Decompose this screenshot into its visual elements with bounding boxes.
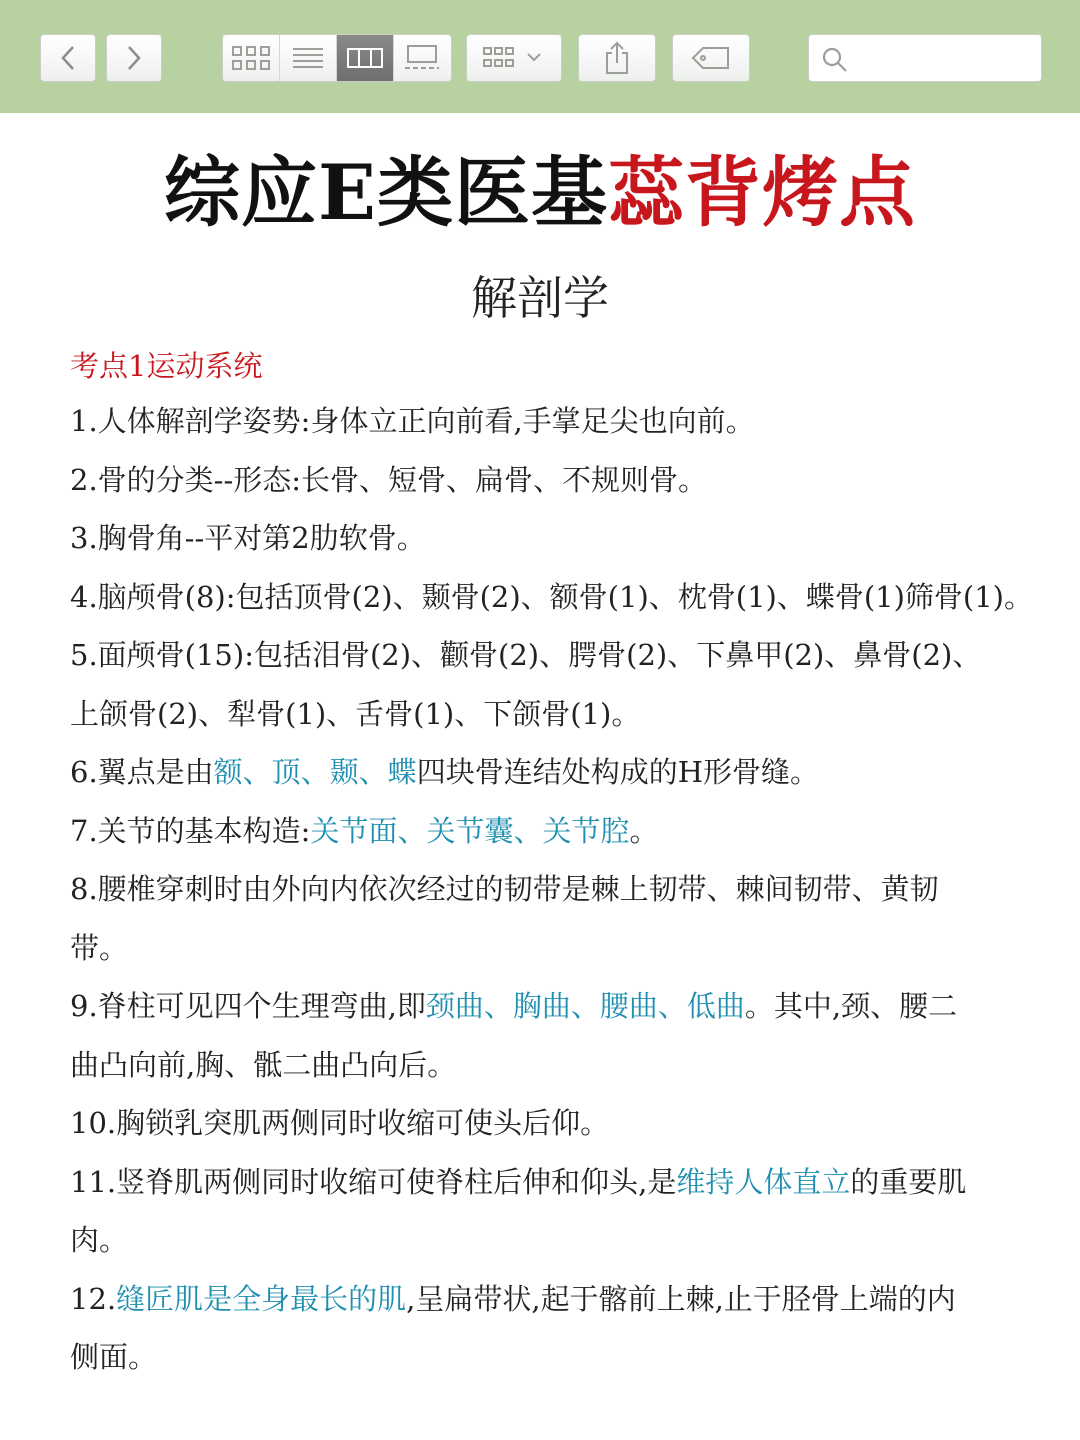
page-title <box>0 132 1080 241</box>
list-view-icon <box>291 45 325 71</box>
tag-button[interactable] <box>672 34 750 82</box>
text: 四块骨连结处构成的H形骨缝。 <box>416 755 819 789</box>
text: 6.翼点是由 <box>70 755 214 789</box>
list-item-cont: 曲凸向前,胸、骶二曲凸向后。 <box>70 1047 457 1082</box>
list-item: 10.胸锁乳突肌两侧同时收缩可使头后仰。 <box>70 1106 610 1140</box>
text: 9.脊柱可见四个生理弯曲,即 <box>70 989 426 1023</box>
section-heading: 考点1运动系统 <box>70 349 263 383</box>
chevron-right-icon <box>124 44 144 72</box>
list-item-cont: 肉。 <box>70 1223 129 1257</box>
list-item <box>70 743 1030 802</box>
icon-view-icon <box>231 45 271 71</box>
search-icon <box>821 46 849 74</box>
icon-view-button[interactable] <box>223 35 280 81</box>
highlight: 颈曲、胸曲、腰曲、低曲 <box>425 989 745 1023</box>
list-item <box>70 977 1030 1036</box>
title-black: 综应E类医基 <box>164 148 608 237</box>
gallery-view-button[interactable] <box>394 35 451 81</box>
tag-icon <box>691 45 731 71</box>
highlight: 缝匠肌是全身最长的肌 <box>116 1281 407 1316</box>
column-view-button[interactable] <box>337 35 394 81</box>
text: ,呈扁带状,起于髂前上棘,止于胫骨上端的内 <box>406 1281 956 1316</box>
list-item: 8.腰椎穿刺时由外向内依次经过的韧带是棘上韧带、棘间韧带、黄韧 <box>70 872 939 906</box>
text: 的重要肌 <box>850 1164 967 1199</box>
list-item-cont: 带。 <box>70 930 129 965</box>
chevron-left-icon <box>58 44 78 72</box>
list-item <box>70 1153 1030 1212</box>
view-mode-group <box>222 34 452 82</box>
toolbar <box>0 0 1080 113</box>
column-view-icon <box>346 46 384 70</box>
list-item-cont: 上颌骨(2)、犁骨(1)、舌骨(1)、下颌骨(1)。 <box>70 696 641 731</box>
list-view-button[interactable] <box>280 35 337 81</box>
group-by-icon <box>482 45 546 71</box>
list-item: 3.胸骨角--平对第2肋软骨。 <box>70 521 426 555</box>
share-button[interactable] <box>578 34 656 82</box>
gallery-view-icon <box>403 44 441 72</box>
list-item-cont: 侧面。 <box>70 1340 158 1374</box>
list-item: 4.脑颅骨(8):包括顶骨(2)、颞骨(2)、额骨(1)、枕骨(1)、蝶骨(1)筛骨(1)。 <box>70 579 1033 614</box>
share-icon <box>603 41 631 75</box>
highlight: 关节面、关节囊、关节腔 <box>310 813 630 848</box>
list-item: 1.人体解剖学姿势:身体立正向前看,手掌足尖也向前。 <box>70 404 755 438</box>
back-button[interactable] <box>40 34 96 82</box>
content <box>70 340 1033 1387</box>
text: 12. <box>70 1281 117 1316</box>
text: 。其中,颈、腰二 <box>744 989 958 1023</box>
title-red: 蕊背烤点 <box>607 148 916 237</box>
search-input[interactable] <box>808 34 1042 82</box>
text: 11.竖脊肌两侧同时收缩可使脊柱后伸和仰头,是 <box>70 1164 677 1199</box>
forward-button[interactable] <box>106 34 162 82</box>
list-item: 2.骨的分类--形态:长骨、短骨、扁骨、不规则骨。 <box>70 462 708 497</box>
group-by-button[interactable] <box>466 34 562 82</box>
subtitle: 解剖学 <box>471 271 609 325</box>
list-item <box>70 802 1030 861</box>
list-item: 5.面颅骨(15):包括泪骨(2)、颧骨(2)、腭骨(2)、下鼻甲(2)、鼻骨(2)、 <box>70 638 982 672</box>
highlight: 额、顶、颞、蝶 <box>213 755 417 789</box>
text: 。 <box>629 813 659 848</box>
text: 7.关节的基本构造: <box>70 813 311 848</box>
list-item <box>70 1270 1030 1329</box>
highlight: 维持人体直立 <box>676 1164 851 1199</box>
